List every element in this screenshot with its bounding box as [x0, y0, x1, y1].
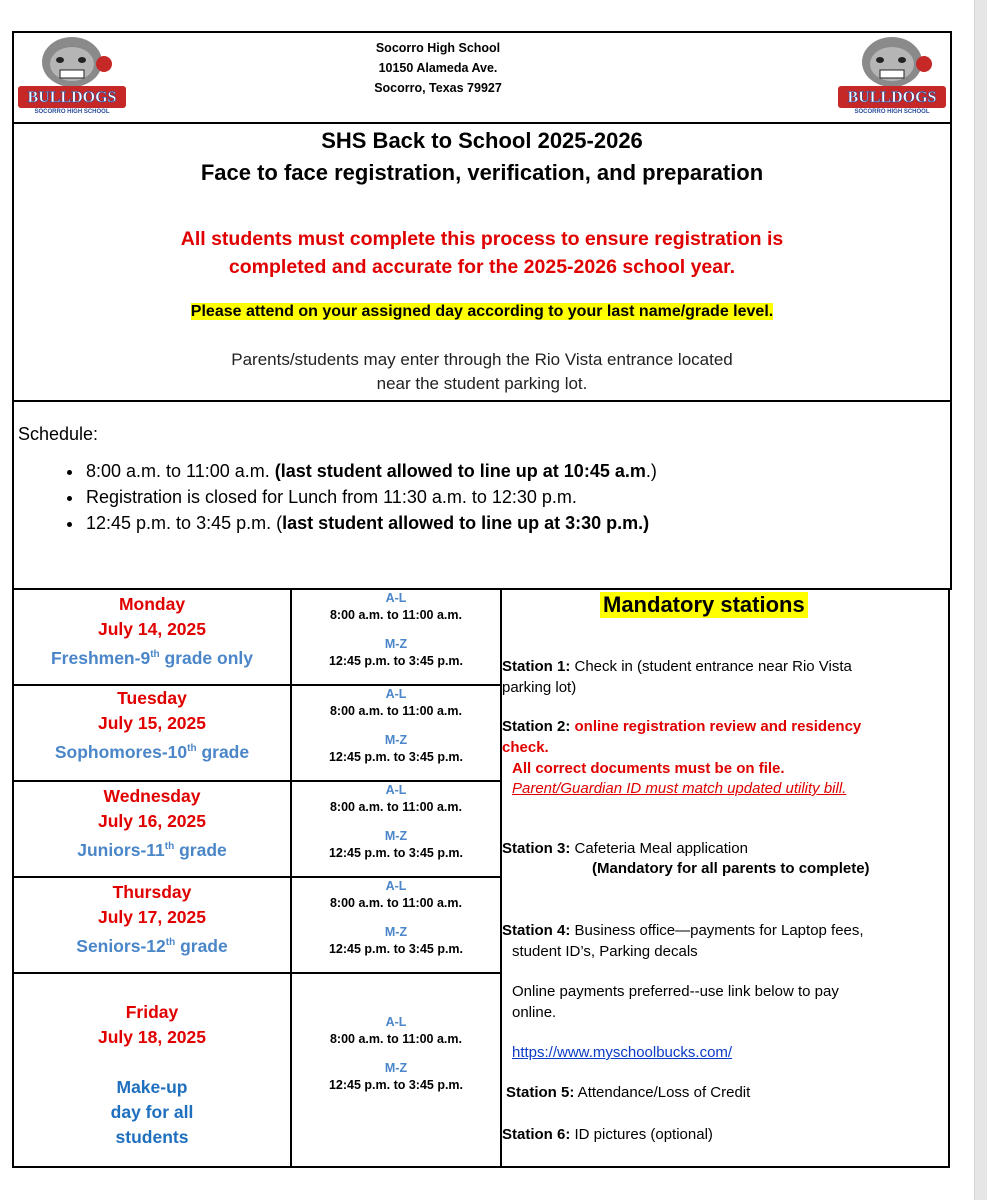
afternoon-time: 12:45 p.m. to 3:45 p.m.	[328, 654, 464, 668]
afternoon-time: 12:45 p.m. to 3:45 p.m.	[328, 846, 464, 860]
morning-time: 8:00 a.m. to 11:00 a.m.	[329, 608, 462, 622]
notice-red-line-2: completed and accurate for the 2025-2026 school year.	[228, 256, 736, 278]
svg-text:BULLDOGS: BULLDOGS	[27, 89, 117, 106]
notice-red-line-1: All students must complete this process to ensure registration is	[180, 228, 784, 250]
time-slot-thursday	[292, 878, 500, 958]
station-5: Station 5: Attendance/Loss of Credit	[506, 1084, 751, 1101]
group-a-l: A-L	[385, 1015, 407, 1029]
day-date: July 14, 2025	[98, 619, 206, 639]
schedule-item-lunch: • Registration is closed for Lunch from 11:30 a.m. to 12:30 p.m.	[84, 484, 657, 510]
morning-time: 8:00 a.m. to 11:00 a.m.	[329, 800, 462, 814]
mandatory-stations-title: Mandatory stations	[600, 592, 808, 618]
school-address-block	[130, 38, 746, 98]
grade-group: Freshmen-9th grade only	[50, 647, 253, 668]
entrance-line-1: Parents/students may enter through the Rio Vista entrance located	[231, 350, 733, 369]
makeup-line-1: Make-up	[116, 1077, 188, 1097]
svg-text:SOCORRO HIGH SCHOOL: SOCORRO HIGH SCHOOL	[34, 109, 110, 114]
group-m-z: M-Z	[384, 925, 408, 939]
makeup-line-2: day for all	[110, 1102, 194, 1122]
station-3: Station 3: Cafeteria Meal application	[502, 840, 748, 857]
grade-group: Seniors-12th grade	[76, 935, 228, 956]
grade-group: Sophomores-10th grade	[54, 741, 250, 762]
day-name: Wednesday	[103, 786, 201, 806]
time-slot-wednesday	[292, 782, 500, 862]
grade-group: Juniors-11th grade	[77, 839, 227, 860]
title-line-1: SHS Back to School 2025-2026	[321, 128, 643, 153]
afternoon-time: 12:45 p.m. to 3:45 p.m.	[328, 750, 464, 764]
day-date: July 16, 2025	[98, 811, 206, 831]
day-name: Monday	[118, 594, 186, 614]
station-4: Station 4: Business office—payments for Laptop fees, student ID’s, Parking decals	[502, 922, 864, 960]
morning-time: 8:00 a.m. to 11:00 a.m.	[329, 704, 462, 718]
morning-time: 8:00 a.m. to 11:00 a.m.	[329, 896, 462, 910]
address-line-1: 10150 Alameda Ave.	[378, 61, 498, 75]
day-date: July 17, 2025	[98, 907, 206, 927]
svg-text:SOCORRO HIGH SCHOOL: SOCORRO HIGH SCHOOL	[854, 109, 930, 114]
entrance-line-2: near the student parking lot.	[376, 374, 588, 393]
station-1: Station 1: Check in (student entrance near Rio Vista parking lot)	[502, 658, 852, 696]
day-block-tuesday	[14, 686, 290, 765]
group-m-z: M-Z	[384, 733, 408, 747]
viewer-side-strip	[974, 0, 987, 1200]
schedule-list	[30, 458, 657, 536]
time-slot-monday	[292, 590, 500, 670]
group-a-l: A-L	[385, 591, 407, 605]
day-block-thursday	[14, 880, 290, 959]
school-name: Socorro High School	[375, 41, 501, 55]
station-2-id-note: Parent/Guardian ID must match updated utility bill.	[512, 780, 847, 797]
afternoon-time: 12:45 p.m. to 3:45 p.m.	[328, 1078, 464, 1092]
bulldog-logo-right	[836, 34, 948, 114]
group-m-z: M-Z	[384, 637, 408, 651]
station-6: Station 6: ID pictures (optional)	[502, 1126, 713, 1143]
time-slot-friday	[292, 1014, 500, 1094]
day-name: Thursday	[112, 882, 192, 902]
station-3-note: (Mandatory for all parents to complete)	[592, 860, 870, 877]
group-a-l: A-L	[385, 687, 407, 701]
payment-link-row	[512, 1042, 942, 1063]
station-2-documents-note: All correct documents must be on file.	[512, 760, 785, 777]
day-date: July 18, 2025	[98, 1027, 206, 1047]
group-m-z: M-Z	[384, 1061, 408, 1075]
myschoolbucks-link[interactable]: https://www.myschoolbucks.com/	[512, 1044, 733, 1061]
group-a-l: A-L	[385, 783, 407, 797]
group-m-z: M-Z	[384, 829, 408, 843]
day-date: July 15, 2025	[98, 713, 206, 733]
notice-highlight-wrap	[14, 303, 950, 321]
makeup-line-3: students	[115, 1127, 189, 1147]
schedule-item-morning: • 8:00 a.m. to 11:00 a.m. (last student allowed to line up at 10:45 a.m.)	[84, 458, 657, 484]
title-line-2: Face to face registration, verification, and preparation	[200, 160, 764, 185]
day-block-wednesday	[14, 784, 290, 863]
online-payments-note: Online payments preferred--use link below to pay online.	[512, 983, 839, 1021]
day-name: Tuesday	[117, 688, 187, 708]
schedule-item-afternoon: • 12:45 p.m. to 3:45 p.m. (last student allowed to line up at 3:30 p.m.)	[84, 510, 657, 536]
assigned-day-notice: Please attend on your assigned day according to your last name/grade level.	[190, 303, 774, 320]
svg-text:BULLDOGS: BULLDOGS	[847, 89, 937, 106]
bulldog-logo-left	[16, 34, 128, 114]
afternoon-time: 12:45 p.m. to 3:45 p.m.	[328, 942, 464, 956]
address-line-2: Socorro, Texas 79927	[374, 81, 502, 95]
station-2: Station 2: online registration review and residency check.	[502, 718, 862, 756]
day-block-friday	[14, 1000, 290, 1150]
group-a-l: A-L	[385, 879, 407, 893]
morning-time: 8:00 a.m. to 11:00 a.m.	[329, 1032, 462, 1046]
day-name: Friday	[125, 1002, 179, 1022]
day-block-monday	[14, 592, 290, 671]
time-slot-tuesday	[292, 686, 500, 766]
schedule-label: Schedule:	[18, 424, 99, 444]
